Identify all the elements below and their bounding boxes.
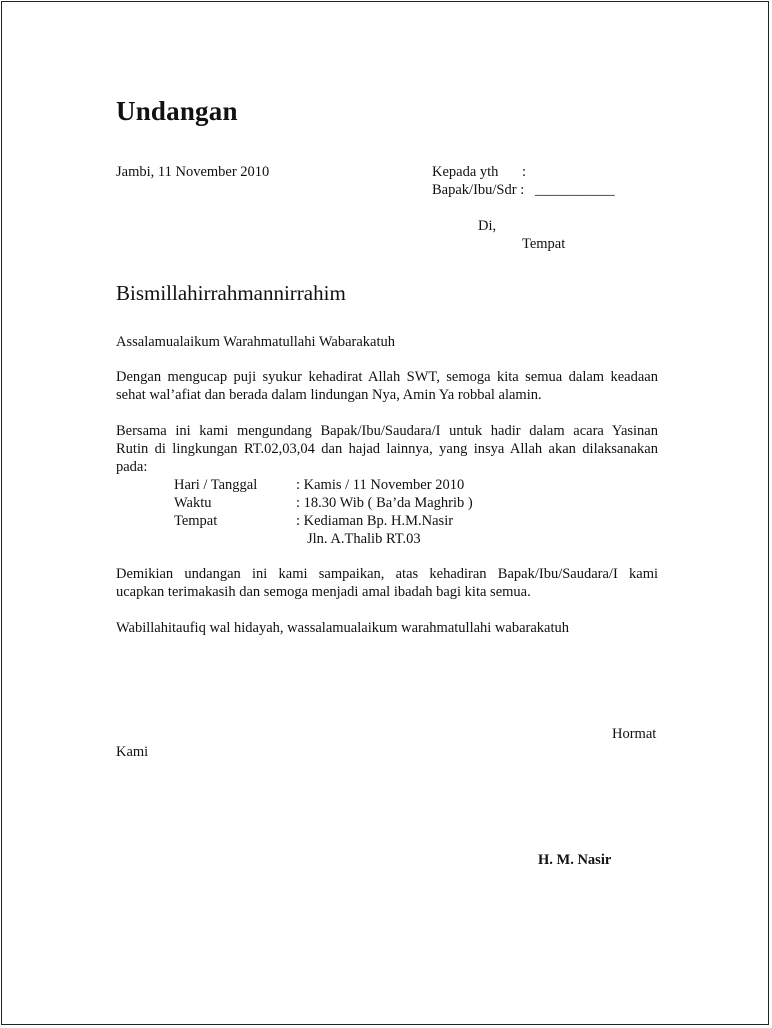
recipient-addressee-blank: ___________ <box>535 182 615 198</box>
paragraph-opening-line: sehat wal’afiat dan berada dalam lindungan Nya, Amin Ya robbal alamin. <box>116 387 542 403</box>
recipient-tempat: Tempat <box>522 236 566 252</box>
signoff-kami: Kami <box>116 744 149 760</box>
detail-place-value: : Kediaman Bp. H.M.Nasir <box>296 513 454 529</box>
recipient-di: Di, <box>478 218 497 234</box>
closing-salutation: Wabillahitaufiq wal hidayah, wassalamualaikum warahmatullahi wabarakatuh <box>116 620 570 636</box>
recipient-to-label: Kepada yth <box>432 164 499 180</box>
paragraph-closing <box>116 565 658 601</box>
paragraph-invitation-line: Bersama ini kami mengundang Bapak/Ibu/Saudara/I untuk hadir dalam acara Yasinan <box>116 423 658 439</box>
place-date: Jambi, 11 November 2010 <box>116 164 270 180</box>
paragraph-invitation <box>116 422 658 476</box>
recipient-to-colon: : <box>522 164 527 180</box>
detail-place-address: Jln. A.Thalib RT.03 <box>307 531 421 547</box>
detail-time-label: Waktu <box>174 495 212 511</box>
bismillah-heading: Bismillahirrahmannirrahim <box>116 281 346 305</box>
greeting: Assalamualaikum Warahmatullahi Wabarakatuh <box>116 334 395 350</box>
signer-name: H. M. Nasir <box>538 852 612 868</box>
detail-place-label: Tempat <box>174 513 218 529</box>
detail-day-label: Hari / Tanggal <box>174 477 258 493</box>
detail-day-value: : Kamis / 11 November 2010 <box>296 477 465 493</box>
paragraph-closing-line: Demikian undangan ini kami sampaikan, atas kehadiran Bapak/Ibu/Saudara/I kami <box>116 566 658 582</box>
paragraph-invitation-line: pada: <box>116 459 148 475</box>
detail-time-value: : 18.30 Wib ( Ba’da Maghrib ) <box>296 495 473 511</box>
paragraph-closing-line: ucapkan terimakasih dan semoga menjadi amal ibadah bagi kita semua. <box>116 584 531 600</box>
letter-title: Undangan <box>116 96 238 126</box>
paragraph-opening <box>116 368 658 404</box>
signoff-hormat: Hormat <box>612 726 657 742</box>
recipient-addressee-label: Bapak/Ibu/Sdr : <box>432 182 525 198</box>
paragraph-opening-line: Dengan mengucap puji syukur kehadirat Allah SWT, semoga kita semua dalam keadaan <box>116 369 658 385</box>
letter-page <box>1 1 769 1025</box>
paragraph-invitation-line: Rutin di lingkungan RT.02,03,04 dan hajad lainnya, yang insya Allah akan dilaksanakan <box>116 441 658 457</box>
